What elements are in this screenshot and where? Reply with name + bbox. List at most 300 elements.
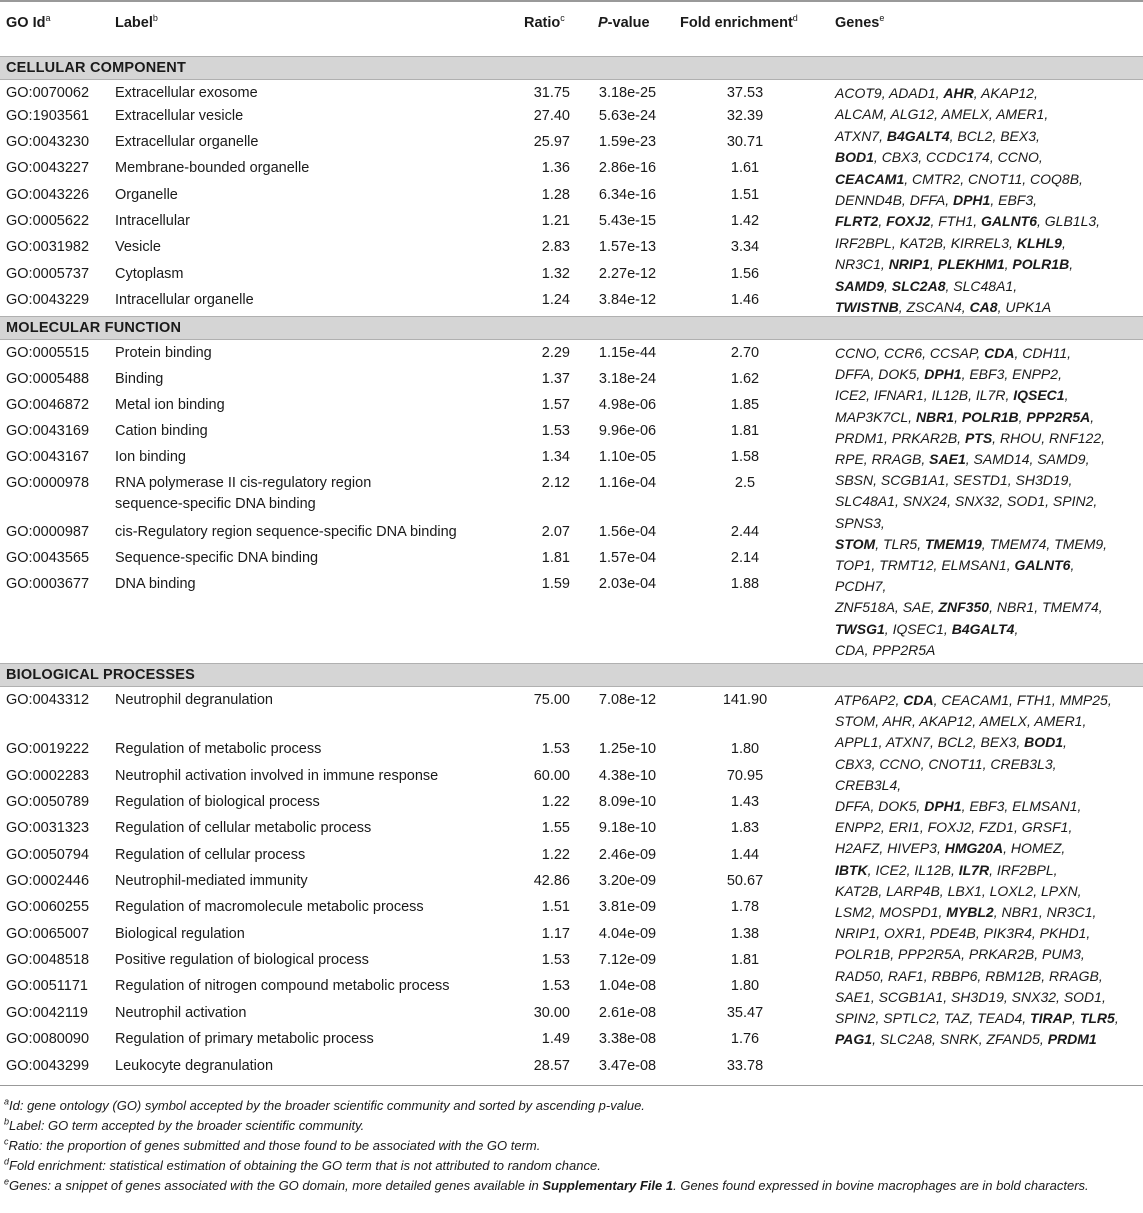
separator: , (981, 535, 990, 552)
section-title: MOLECULAR FUNCTION (6, 320, 182, 336)
separator: , (930, 213, 939, 230)
gene-symbol: H2AFZ (835, 840, 880, 857)
gene-symbol: LOXL2 (989, 882, 1034, 899)
gene-symbol-expressed: DPH1 (952, 192, 991, 209)
separator: , (1041, 429, 1049, 446)
fold-enrichment-cell: 1.80 (730, 978, 760, 994)
gene-line (835, 576, 1140, 597)
gene-line (835, 449, 1140, 470)
separator: , (875, 1010, 884, 1027)
header-fold-enrichment: Fold enrichment$^d$ (680, 13, 798, 31)
gene-symbol: RHOU (999, 429, 1042, 446)
separator: , (870, 988, 879, 1005)
fold-enrichment-cell: 1.44 (730, 847, 760, 863)
separator: , (1016, 734, 1025, 751)
ratio-cell: 42.86 (533, 873, 570, 889)
separator: , (884, 429, 892, 446)
gene-symbol-expressed: POLR1B (1012, 256, 1070, 273)
separator: , (1026, 713, 1035, 730)
ratio-cell: 2.12 (541, 475, 570, 491)
separator: , (1013, 819, 1022, 836)
separator: , (1067, 345, 1072, 361)
gene-symbol: CNOT11 (928, 755, 983, 772)
fold-enrichment-cell: 37.53 (726, 85, 764, 101)
gene-symbol-expressed: PRDM1 (1047, 1031, 1097, 1048)
pvalue-cell: 9.96e-06 (598, 423, 657, 439)
go-label-cell: Metal ion binding (115, 397, 225, 413)
gene-symbol: SPTLC2 (883, 1010, 937, 1027)
ratio-cell: 1.53 (541, 952, 570, 968)
gene-symbol: RRAGB (871, 451, 922, 468)
fold-enrichment-cell: 30.71 (726, 134, 764, 150)
separator: , (1093, 493, 1098, 510)
go-label-cell: Positive regulation of biological process (115, 952, 369, 968)
ratio-cell: 1.37 (541, 371, 570, 387)
gene-symbol: TMEM74 (989, 535, 1047, 552)
gene-symbol: ALCAM (835, 106, 884, 123)
gene-symbol: ERI1 (888, 819, 920, 836)
pvalue-cell: 2.03e-04 (598, 576, 657, 592)
gene-symbol: ALG12 (890, 106, 935, 123)
fold-enrichment-cell: 1.62 (730, 371, 760, 387)
fold-enrichment-cell: 1.78 (730, 899, 760, 915)
go-label-cell: Organelle (115, 187, 178, 203)
go-id-cell: GO:0051171 (6, 978, 88, 994)
gene-symbol: PUM3 (1042, 946, 1081, 963)
separator: , (867, 861, 876, 878)
separator: , (1007, 472, 1016, 489)
go-id-cell: GO:0043230 (6, 134, 90, 150)
separator: , (930, 599, 939, 616)
separator: , (943, 620, 952, 637)
separator: , (1014, 620, 1019, 637)
footnote-text: Ratio: the proportion of genes submitted and those found to be associated with the GO term. (8, 1138, 541, 1153)
header-ratio: Ratio$^c$ (524, 13, 565, 31)
go-label-cell: Extracellular organelle (115, 134, 259, 150)
gene-line (835, 83, 1140, 104)
gene-symbol: TRMT12 (879, 557, 934, 574)
ratio-cell: 1.22 (541, 794, 570, 810)
separator: , (871, 904, 880, 921)
gene-symbol: SH3D19 (950, 988, 1004, 1005)
separator: , (1003, 840, 1011, 857)
gene-symbol: SAMD14 (973, 451, 1030, 468)
gene-symbol-expressed: IQSEC1 (1013, 387, 1065, 404)
separator: , (1101, 988, 1106, 1005)
separator: , (1034, 599, 1042, 616)
fold-enrichment-cell: 1.46 (730, 292, 760, 308)
separator: , (929, 734, 938, 751)
fold-enrichment-cell: 1.85 (730, 397, 760, 413)
separator: , (1013, 277, 1018, 294)
gene-symbol: STOM (835, 713, 876, 730)
ratio-cell: 1.53 (541, 978, 570, 994)
gene-symbol: IL12B (931, 387, 969, 404)
gene-symbol: HIVEP3 (887, 840, 937, 857)
separator: , (873, 149, 882, 166)
separator: , (949, 127, 958, 144)
gene-symbol: RAD50 (835, 967, 881, 984)
gene-symbol-expressed: GALNT6 (1014, 557, 1071, 574)
gene-symbol: SESTD1 (953, 472, 1008, 489)
separator: , (872, 1031, 880, 1048)
gene-symbol: IL12B (914, 861, 951, 878)
separator: , (968, 387, 976, 404)
separator: , (976, 345, 985, 361)
go-label-cell: Membrane-bounded organelle (115, 160, 310, 176)
gene-symbol: NR3C1 (835, 256, 881, 273)
gene-symbol: CMTR2 (912, 170, 961, 187)
gene-symbol: ACOT9 (835, 85, 882, 101)
separator: , (943, 988, 951, 1005)
gene-symbol: CDA (835, 641, 865, 658)
fold-enrichment-cell: 1.38 (730, 926, 760, 942)
gene-symbol-expressed: PTS (964, 429, 993, 446)
separator: , (997, 299, 1006, 316)
gene-symbol: ADAD1 (888, 85, 936, 101)
separator: , (1072, 1010, 1080, 1027)
separator: , (1077, 882, 1082, 899)
gene-line (835, 775, 1140, 796)
separator: , (878, 882, 887, 899)
gene-symbol-expressed: IL7R (958, 861, 990, 878)
pvalue-cell: 9.18e-10 (598, 820, 657, 836)
gene-symbol-expressed: HMG20A (944, 840, 1004, 857)
separator: , (1070, 557, 1075, 574)
gene-symbol: DOK5 (878, 798, 917, 815)
go-id-cell: GO:0005737 (6, 266, 90, 282)
fold-enrichment-cell: 32.39 (726, 108, 764, 124)
gene-line (835, 211, 1140, 232)
separator: , (884, 277, 892, 294)
separator: , (916, 366, 925, 383)
ratio-cell: 25.97 (533, 134, 570, 150)
separator: , (871, 557, 880, 574)
gene-symbol: LPXN (1040, 882, 1078, 899)
go-id-cell: GO:0080090 (6, 1031, 90, 1047)
separator: , (1004, 366, 1013, 383)
pvalue-cell: 1.04e-08 (598, 978, 657, 994)
gene-symbol-expressed: B4GALT4 (951, 620, 1015, 637)
gene-line (835, 902, 1140, 923)
separator: , (1107, 692, 1112, 708)
gene-line (835, 534, 1140, 555)
fold-enrichment-cell: 1.58 (730, 449, 760, 465)
gene-symbol: RBBP6 (931, 967, 978, 984)
go-label-cell: Cytoplasm (115, 266, 184, 282)
footnote-text: Id: gene ontology (GO) symbol accepted by the broader scientific community and sorted by ascending p-value. (9, 1098, 645, 1113)
gene-line (835, 470, 1140, 491)
ratio-cell: 1.57 (541, 397, 570, 413)
gene-line (835, 491, 1140, 512)
separator: , (1014, 345, 1023, 361)
separator: , (971, 819, 979, 836)
genes-cell (835, 343, 1140, 661)
go-id-cell: GO:0042119 (6, 1005, 88, 1021)
gene-symbol: SCGB1A1 (880, 472, 946, 489)
gene-symbol-expressed: CA8 (969, 299, 998, 316)
gene-symbol: SOD1 (1063, 988, 1102, 1005)
go-id-cell: GO:0050789 (6, 794, 90, 810)
pvalue-cell: 8.09e-10 (598, 794, 657, 810)
separator: , (906, 861, 915, 878)
separator: , (1046, 535, 1055, 552)
go-id-cell: GO:0060255 (6, 899, 90, 915)
gene-line (835, 233, 1140, 254)
separator: , (981, 882, 990, 899)
separator: , (978, 1031, 987, 1048)
gene-symbol: GRSF1 (1021, 819, 1069, 836)
separator: , (883, 106, 891, 123)
gene-symbol: SBSN (835, 472, 874, 489)
header-pvalue: P-value (598, 15, 650, 31)
gene-symbol: AMER1 (1034, 713, 1083, 730)
gene-symbol: SAE (902, 599, 931, 616)
gene-symbol: TLR5 (882, 535, 918, 552)
gene-symbol: DENND4B (835, 192, 902, 209)
gene-symbol-expressed: PLEKHM1 (937, 256, 1005, 273)
gene-symbol-expressed: MYBL2 (946, 904, 994, 921)
separator: , (919, 819, 928, 836)
go-label-cell: Binding (115, 371, 164, 387)
fold-enrichment-cell: 141.90 (722, 692, 768, 708)
go-id-cell: GO:0043229 (6, 292, 90, 308)
separator: , (975, 925, 984, 942)
gene-line (835, 1008, 1140, 1029)
separator: , (1033, 85, 1038, 101)
gene-symbol: RAF1 (887, 967, 924, 984)
go-id-cell: GO:0043227 (6, 160, 90, 176)
ratio-cell: 1.17 (541, 926, 570, 942)
go-label-cell: Regulation of primary metabolic process (115, 1031, 374, 1047)
gene-symbol: SCGB1A1 (878, 988, 944, 1005)
footnote-text: Fold enrichment: statistical estimation of obtaining the GO term that is not attributed to random chance. (9, 1158, 601, 1173)
pvalue-cell: 1.15e-44 (598, 345, 657, 361)
separator: , (878, 734, 886, 751)
separator: , (891, 234, 900, 251)
go-id-cell: GO:0043565 (6, 550, 90, 566)
pvalue-cell: 2.61e-08 (598, 1005, 657, 1021)
separator: , (870, 366, 879, 383)
gene-symbol: CCR6 (884, 345, 923, 361)
go-label-cell: Extracellular exosome (115, 85, 258, 101)
fold-enrichment-cell: 50.67 (726, 873, 764, 889)
gene-symbol-expressed: NBR1 (915, 408, 955, 425)
gene-symbol: CREB3L3 (990, 755, 1053, 772)
separator: , (1018, 408, 1027, 425)
separator: , (871, 755, 880, 772)
separator: , (999, 493, 1007, 510)
gene-symbol: IQSEC1 (892, 620, 944, 637)
pvalue-cell: 5.43e-15 (598, 213, 657, 229)
separator: , (934, 106, 942, 123)
gene-symbol: LBX1 (947, 882, 982, 899)
gene-line (835, 147, 1140, 168)
go-id-cell: GO:0043169 (6, 423, 90, 439)
go-label-cell: RNA polymerase II cis-regulatory region sequence-specific DNA binding (115, 475, 372, 512)
fold-enrichment-cell: 2.14 (730, 550, 760, 566)
ratio-cell: 2.29 (541, 345, 570, 361)
gene-symbol: APPL1 (835, 734, 879, 751)
gene-symbol: SPNS3 (835, 514, 881, 531)
gene-symbol: CDH11 (1022, 345, 1068, 361)
separator: , (1061, 234, 1066, 251)
separator: , (972, 713, 980, 730)
gene-symbol: AKAP12 (981, 85, 1034, 101)
fold-enrichment-cell: 2.44 (730, 524, 760, 540)
gene-line (835, 881, 1140, 902)
gene-symbol: ENPP2 (1012, 366, 1059, 383)
separator: , (1052, 755, 1057, 772)
separator: , (897, 776, 902, 793)
gene-symbol: ELMSAN1 (1012, 798, 1078, 815)
gene-symbol: CBX3 (881, 149, 919, 166)
go-label-cell: Neutrophil degranulation (115, 692, 273, 708)
separator: , (1038, 149, 1043, 166)
separator: , (954, 408, 962, 425)
gene-line (835, 711, 1140, 732)
pvalue-cell: 6.34e-16 (598, 187, 657, 203)
fold-enrichment-cell: 1.83 (730, 820, 760, 836)
gene-symbol: NRIP1 (835, 925, 877, 942)
gene-line (835, 817, 1140, 838)
separator: , (1045, 493, 1053, 510)
separator: , (936, 1010, 944, 1027)
go-label-cell: Regulation of cellular metabolic process (115, 820, 372, 836)
gene-symbol: SNX32 (954, 493, 1000, 510)
section-title: CELLULAR COMPONENT (6, 60, 187, 76)
gene-symbol-expressed: PAG1 (835, 1031, 873, 1048)
gene-symbol: CEACAM1 (941, 692, 1010, 708)
separator: , (945, 277, 954, 294)
go-id-cell: GO:0002283 (6, 768, 90, 784)
separator: , (920, 755, 929, 772)
separator: , (1061, 840, 1066, 857)
ratio-cell: 60.00 (533, 768, 570, 784)
table-bottom-rule (0, 1085, 1143, 1086)
gene-line (835, 343, 1140, 364)
separator: , (923, 387, 932, 404)
separator: , (879, 127, 887, 144)
gene-line (835, 407, 1140, 428)
pvalue-cell: 1.25e-10 (598, 741, 657, 757)
separator: , (880, 514, 885, 531)
pvalue-cell: 7.08e-12 (598, 692, 657, 708)
go-label-cell: Regulation of biological process (115, 794, 320, 810)
separator: , (933, 692, 942, 708)
ratio-cell: 31.75 (533, 85, 570, 101)
ratio-cell: 2.83 (541, 239, 570, 255)
gene-line (835, 860, 1140, 881)
go-label-cell: Neutrophil activation (115, 1005, 247, 1021)
gene-line (835, 690, 1140, 711)
separator: , (1096, 213, 1101, 230)
gene-symbol: CCDC174 (926, 149, 990, 166)
separator: , (1058, 366, 1062, 383)
go-label-cell: Sequence-specific DNA binding (115, 550, 319, 566)
separator: , (989, 861, 997, 878)
gene-symbol: SNRK (939, 1031, 979, 1048)
go-label-cell: Biological regulation (115, 926, 245, 942)
ratio-cell: 1.32 (541, 266, 570, 282)
genes-cell (835, 83, 1140, 318)
separator: , (973, 85, 982, 101)
fold-enrichment-cell: 2.5 (734, 475, 756, 491)
gene-symbol: TMEM74 (1042, 599, 1099, 616)
footnote-marker: c (4, 1136, 9, 1147)
pvalue-cell: 4.98e-06 (598, 397, 657, 413)
separator: , (916, 798, 925, 815)
ratio-cell: 1.21 (541, 213, 570, 229)
separator: , (950, 861, 959, 878)
pvalue-cell: 1.10e-05 (598, 449, 657, 465)
gene-symbol: SPIN2 (1052, 493, 1094, 510)
separator: , (881, 85, 889, 101)
separator: , (977, 967, 986, 984)
gene-symbol: IRF2BPL (996, 861, 1054, 878)
gene-symbol: EBF3 (998, 192, 1034, 209)
gene-symbol: PDE4B (929, 925, 976, 942)
section-header (0, 316, 1143, 340)
go-label-cell: Regulation of macromolecule metabolic process (115, 899, 424, 915)
separator: , (898, 299, 907, 316)
separator: , (969, 1010, 978, 1027)
separator: , (1069, 256, 1074, 273)
go-id-cell: GO:0005488 (6, 371, 90, 387)
gene-symbol-expressed: SLC2A8 (891, 277, 946, 294)
gene-symbol-expressed: FOXJ2 (886, 213, 931, 230)
gene-line (835, 1029, 1140, 1050)
gene-symbol: OXR1 (884, 925, 923, 942)
gene-symbol: SLC48A1 (835, 493, 895, 510)
separator: , (1103, 535, 1108, 552)
gene-symbol: KIRREL3 (950, 234, 1010, 251)
separator: , (863, 451, 872, 468)
separator: , (992, 429, 1000, 446)
separator: , (875, 713, 883, 730)
gene-symbol: PRKAR2B (968, 946, 1035, 963)
gene-line (835, 966, 1140, 987)
fold-enrichment-cell: 3.34 (730, 239, 760, 255)
gene-symbol: HOMEZ (1010, 840, 1062, 857)
ratio-cell: 27.40 (533, 108, 570, 124)
separator: , (1080, 946, 1085, 963)
separator: , (1037, 213, 1045, 230)
go-id-cell: GO:0050794 (6, 847, 90, 863)
separator: , (1031, 925, 1040, 942)
fold-enrichment-cell: 1.81 (730, 952, 760, 968)
gene-symbol: TMEM9 (1054, 535, 1104, 552)
gene-symbol: ELMSAN1 (941, 557, 1007, 574)
gene-symbol: ATP6AP2 (835, 692, 896, 708)
separator: , (993, 904, 1002, 921)
separator: , (972, 734, 981, 751)
gene-symbol-expressed: B4GALT4 (886, 127, 950, 144)
separator: , (1079, 170, 1083, 187)
gene-symbol-expressed: GALNT6 (981, 213, 1038, 230)
separator: , (945, 472, 954, 489)
separator: , (982, 755, 991, 772)
separator: , (1098, 967, 1103, 984)
ratio-cell: 1.59 (541, 576, 570, 592)
go-id-cell: GO:0000978 (6, 475, 90, 491)
footnote (4, 1116, 1139, 1135)
gene-line (835, 276, 1140, 297)
gene-line (835, 364, 1140, 385)
gene-symbol: CBX3 (835, 755, 872, 772)
separator: , (918, 149, 927, 166)
gene-symbol: SOD1 (1007, 493, 1046, 510)
